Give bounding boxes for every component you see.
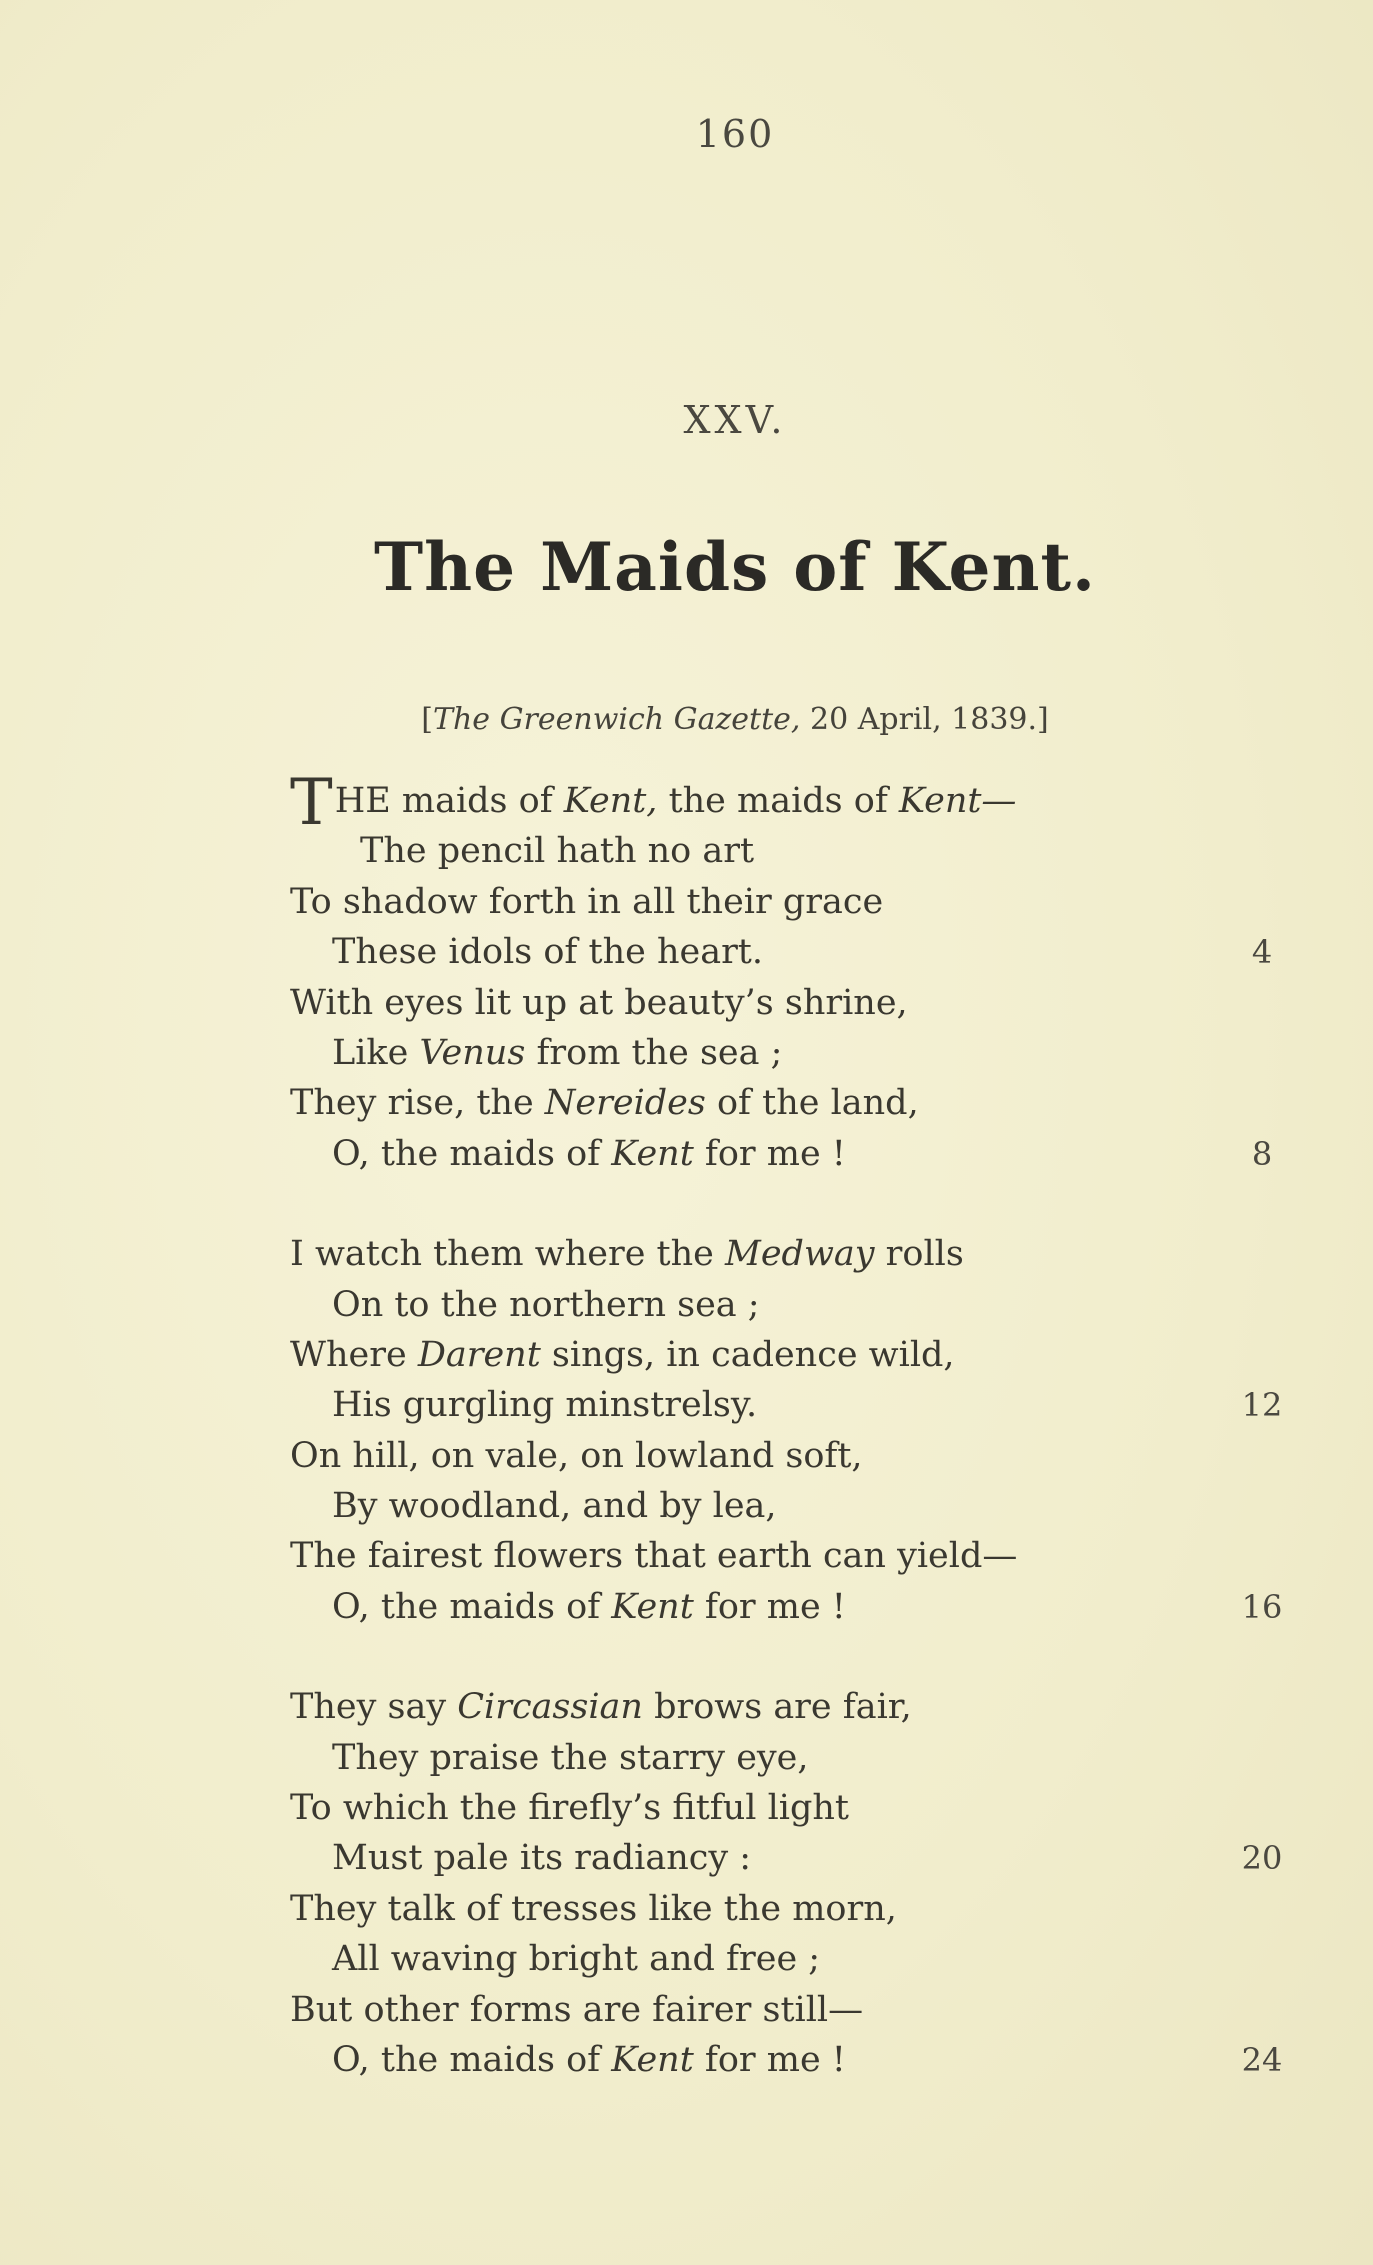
italic-text: Kent <box>611 1133 694 1174</box>
line-number: 20 <box>1241 1839 1283 1878</box>
poem-line <box>290 1985 1290 2035</box>
italic-text: Venus <box>419 1032 526 1073</box>
line-text: On to the northern sea ; <box>332 1284 760 1325</box>
poem-line <box>290 1280 1290 1330</box>
italic-text: Kent, <box>563 781 658 821</box>
source-publication: The Greenwich Gazette, <box>432 702 801 737</box>
poem-line <box>290 1833 1290 1883</box>
page-number: 160 <box>695 112 775 156</box>
poem-line <box>290 978 1290 1028</box>
line-text: Like <box>332 1032 420 1073</box>
line-text: His gurgling minstrelsy. <box>332 1385 758 1426</box>
stanza <box>290 1682 1290 2085</box>
line-text: Where <box>290 1334 418 1375</box>
drop-cap: T <box>290 766 333 840</box>
line-text: On hill, on vale, on lowland soft, <box>290 1435 863 1476</box>
line-text: To which the firefly’s fitful light <box>290 1788 849 1829</box>
line-text: sings, in cadence wild, <box>540 1334 955 1375</box>
line-number: 8 <box>1251 1134 1273 1173</box>
line-number: 12 <box>1241 1386 1283 1425</box>
poem-line <box>290 1934 1290 1984</box>
line-text: They praise the starry eye, <box>332 1737 809 1778</box>
poem-line <box>290 1380 1290 1430</box>
source-citation <box>0 702 1373 737</box>
line-text: The fairest flowers that earth can yield— <box>290 1536 1018 1577</box>
line-number: 16 <box>1241 1587 1283 1626</box>
poem-line <box>290 927 1290 977</box>
line-text: They say <box>290 1687 458 1728</box>
line-text: To shadow forth in all their grace <box>290 881 884 922</box>
source-date: 20 April, 1839.] <box>800 702 1049 737</box>
line-text: for me ! <box>693 2039 846 2080</box>
poem-line <box>290 1733 1290 1783</box>
line-text: for me ! <box>693 1586 846 1627</box>
line-number: 4 <box>1251 933 1273 972</box>
poem-line <box>290 1884 1290 1934</box>
poem-line <box>290 1028 1290 1078</box>
italic-text: Nereides <box>544 1083 706 1124</box>
line-text: These idols of the heart. <box>332 932 763 973</box>
poem-title: The Maids of Kent. <box>374 528 1096 606</box>
line-text: They rise, the <box>290 1083 545 1124</box>
poem-line <box>290 1582 1290 1632</box>
poem-line <box>290 877 1290 927</box>
stanza <box>290 1229 1290 1632</box>
poem-line <box>290 1481 1290 1531</box>
line-text: O, the maids of <box>332 1586 612 1627</box>
line-text: Must pale its radiancy : <box>332 1838 752 1879</box>
italic-text: Kent— <box>898 781 1017 821</box>
poem-line <box>290 1078 1290 1128</box>
italic-text: Darent <box>417 1334 541 1375</box>
line-text: from the sea ; <box>525 1032 783 1073</box>
line-text: brows are fair, <box>642 1687 912 1728</box>
line-text: rolls <box>874 1234 964 1275</box>
section-number: XXV. <box>683 398 787 442</box>
line-text: O, the maids of <box>332 2039 612 2080</box>
poem-line <box>290 2035 1290 2085</box>
line-text: The pencil hath no art <box>360 831 755 872</box>
line-text: But other forms are fairer still— <box>290 1989 864 2030</box>
line-text: They talk of tresses like the morn, <box>290 1888 897 1929</box>
line-text: By woodland, and by lea, <box>332 1486 777 1527</box>
line-number: 24 <box>1241 2040 1283 2079</box>
line-text: With eyes lit up at beauty’s shrine, <box>290 982 908 1023</box>
line-text: HE maids of <box>334 781 564 821</box>
italic-text: Medway <box>724 1234 875 1275</box>
poem-line <box>290 826 1290 876</box>
line-text: of the land, <box>705 1083 919 1124</box>
source-open-bracket: [ <box>421 702 433 737</box>
poem-line <box>290 1129 1290 1179</box>
stanza <box>290 766 1290 1179</box>
line-text: the maids of <box>657 781 899 821</box>
line-text: I watch them where the <box>290 1234 725 1275</box>
poem-line <box>290 1431 1290 1481</box>
poem-line <box>290 1330 1290 1380</box>
line-text: All waving bright and free ; <box>332 1939 821 1980</box>
line-text: for me ! <box>693 1133 846 1174</box>
poem-line <box>290 766 1290 840</box>
italic-text: Kent <box>611 2039 694 2080</box>
italic-text: Kent <box>611 1586 694 1627</box>
poem-line <box>290 1531 1290 1581</box>
poem-line <box>290 1682 1290 1732</box>
italic-text: Circassian <box>457 1687 643 1728</box>
poem-body <box>290 766 1290 2135</box>
poem-line <box>290 1229 1290 1279</box>
poem-line <box>290 1783 1290 1833</box>
line-text: O, the maids of <box>332 1133 612 1174</box>
